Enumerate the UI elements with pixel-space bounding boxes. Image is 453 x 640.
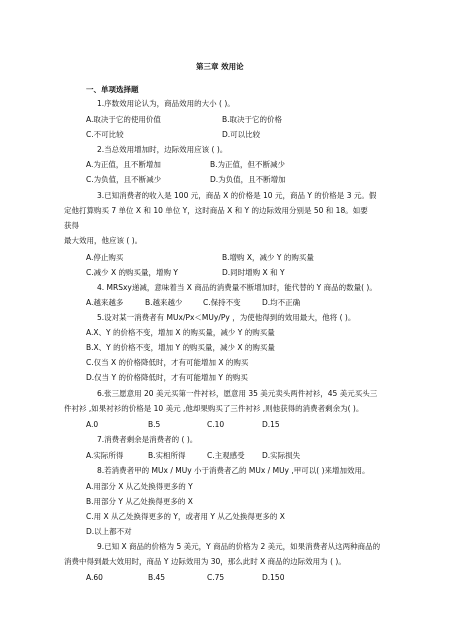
question-2-option-c: C.为负值，且不断减少 bbox=[86, 175, 162, 184]
question-9-line-1: 9.已知 X 商品的价格为 5 美元，Y 商品的价格为 2 美元，如果消费者从这两种商品的 bbox=[97, 542, 381, 551]
question-5-stem: 5.设对某一消费者有 MUx/Px＜MUy/Py ，为使他得到的效用最大，他将 ( )。 bbox=[97, 313, 356, 322]
question-9-option-c: C.75 bbox=[207, 573, 225, 582]
question-6-option-c: C.10 bbox=[207, 420, 225, 429]
question-3-line-3: 获得 bbox=[64, 221, 79, 230]
question-8-option-d: D.以上都不对 bbox=[86, 527, 132, 536]
question-8-stem: 8.若消费者甲的 MUx / MUy 小于消费者乙的 MUx / MUy ,甲可以( )来增加效用。 bbox=[97, 466, 370, 475]
question-6-line-2: 件衬衫 ,如果衬衫的价格是 10 美元 ,他却果购买了三件衬衫 ,则他获得的消费者剩余为( )。 bbox=[64, 404, 364, 413]
question-9-option-b: B.45 bbox=[148, 573, 166, 582]
question-2-option-a: A.为正值，且不断增加 bbox=[86, 160, 161, 169]
question-9-line-2: 消费中得到最大效用时，商品 Y 边际效用为 30，那么此时 X 商品的边际效用为 ( )。 bbox=[64, 557, 346, 566]
question-7-option-d: D.实际损失 bbox=[262, 451, 301, 460]
question-6-option-d: D.15 bbox=[262, 420, 280, 429]
question-5-option-c: C.仅当 X 的价格降低时，才有可能增加 X 的购买 bbox=[86, 358, 249, 367]
question-7-option-c: C.主观感受 bbox=[207, 451, 245, 460]
question-7-option-a: A.实际所得 bbox=[86, 451, 124, 460]
question-5-option-a: A.X、Y 的价格不变，增加 X 的购买量，减少 Y 的购买量 bbox=[86, 328, 275, 337]
question-1-stem: 1.序数效用论认为，商品效用的大小 ( )。 bbox=[97, 99, 235, 108]
question-3-option-c: C.减少 X 的购买量，增购 Y bbox=[86, 268, 178, 277]
question-9-option-d: D.150 bbox=[262, 573, 285, 582]
question-3-option-b: B.增购 X，减少 Y 的购买量 bbox=[222, 253, 314, 262]
question-4-option-b: B.越来越少 bbox=[145, 298, 183, 307]
question-3-option-a: A.停止购买 bbox=[86, 253, 124, 262]
question-4-stem: 4. MRSxy递减，意味着当 X 商品的消费量不断增加时，能代替的 Y 商品的数量( )。 bbox=[97, 283, 377, 292]
question-3-option-d: D.同时增购 X 和 Y bbox=[222, 268, 285, 277]
question-6-line-1: 6.张三愿意用 20 美元买第一件衬衫，愿意用 35 美元卖头两件衬衫，45 美元买头三 bbox=[97, 389, 378, 398]
question-8-option-c: C.用 X 从乙处换得更多的 Y，或者用 Y 从乙处换得更多的 X bbox=[86, 512, 285, 521]
question-2-option-d: D.为负值，且不断增加 bbox=[210, 175, 286, 184]
question-6-option-b: B.5 bbox=[148, 420, 161, 429]
question-3-line-1: 3.已知消费者的收入是 100 元，商品 X 的价格是 10 元，商品 Y 的价格是 3 元。假 bbox=[97, 191, 377, 200]
question-8-option-b: B.用部分 Y 从乙处换得更多的 X bbox=[86, 497, 193, 506]
chapter-title: 第三章 效用论 bbox=[196, 62, 244, 71]
question-1-option-b: B.取决于它的价格 bbox=[222, 115, 283, 124]
question-1-option-d: D.可以比较 bbox=[222, 130, 261, 139]
question-7-stem: 7.消费者剩余是消费者的 ( )。 bbox=[97, 435, 198, 444]
section-heading: 一、单项选择题 bbox=[86, 85, 139, 94]
question-1-option-c: C.不可比较 bbox=[86, 130, 124, 139]
question-1-option-a: A.取决于它的使用价值 bbox=[86, 115, 161, 124]
question-4-option-a: A.越来越多 bbox=[86, 298, 124, 307]
question-6-option-a: A.0 bbox=[86, 420, 99, 429]
question-8-option-a: A.用部分 X 从乙处换得更多的 Y bbox=[86, 482, 193, 491]
question-5-option-b: B.X、Y 的价格不变，增加 Y 的购买量，减少 X 的购买量 bbox=[86, 343, 275, 352]
question-4-option-c: C.保持不变 bbox=[203, 298, 241, 307]
question-3-line-2: 定他打算购买 7 单位 X 和 10 单位 Y，这时商品 X 和 Y 的边际效用分别是 50 和 18。如要 bbox=[64, 206, 368, 215]
question-7-option-b: B.实相所得 bbox=[148, 451, 186, 460]
question-2-option-b: B.为正值，但不断减少 bbox=[210, 160, 286, 169]
question-3-line-4: 最大效用，他应该 ( )。 bbox=[64, 236, 143, 245]
question-2-stem: 2.当总效用增加时，边际效用应该 ( )。 bbox=[97, 145, 228, 154]
question-4-option-d: D.均不正确 bbox=[262, 298, 301, 307]
question-5-option-d: D.仅当 Y 的价格降低时，才有可能增加 Y 的购买 bbox=[86, 373, 248, 382]
question-9-option-a: A.60 bbox=[86, 573, 103, 582]
